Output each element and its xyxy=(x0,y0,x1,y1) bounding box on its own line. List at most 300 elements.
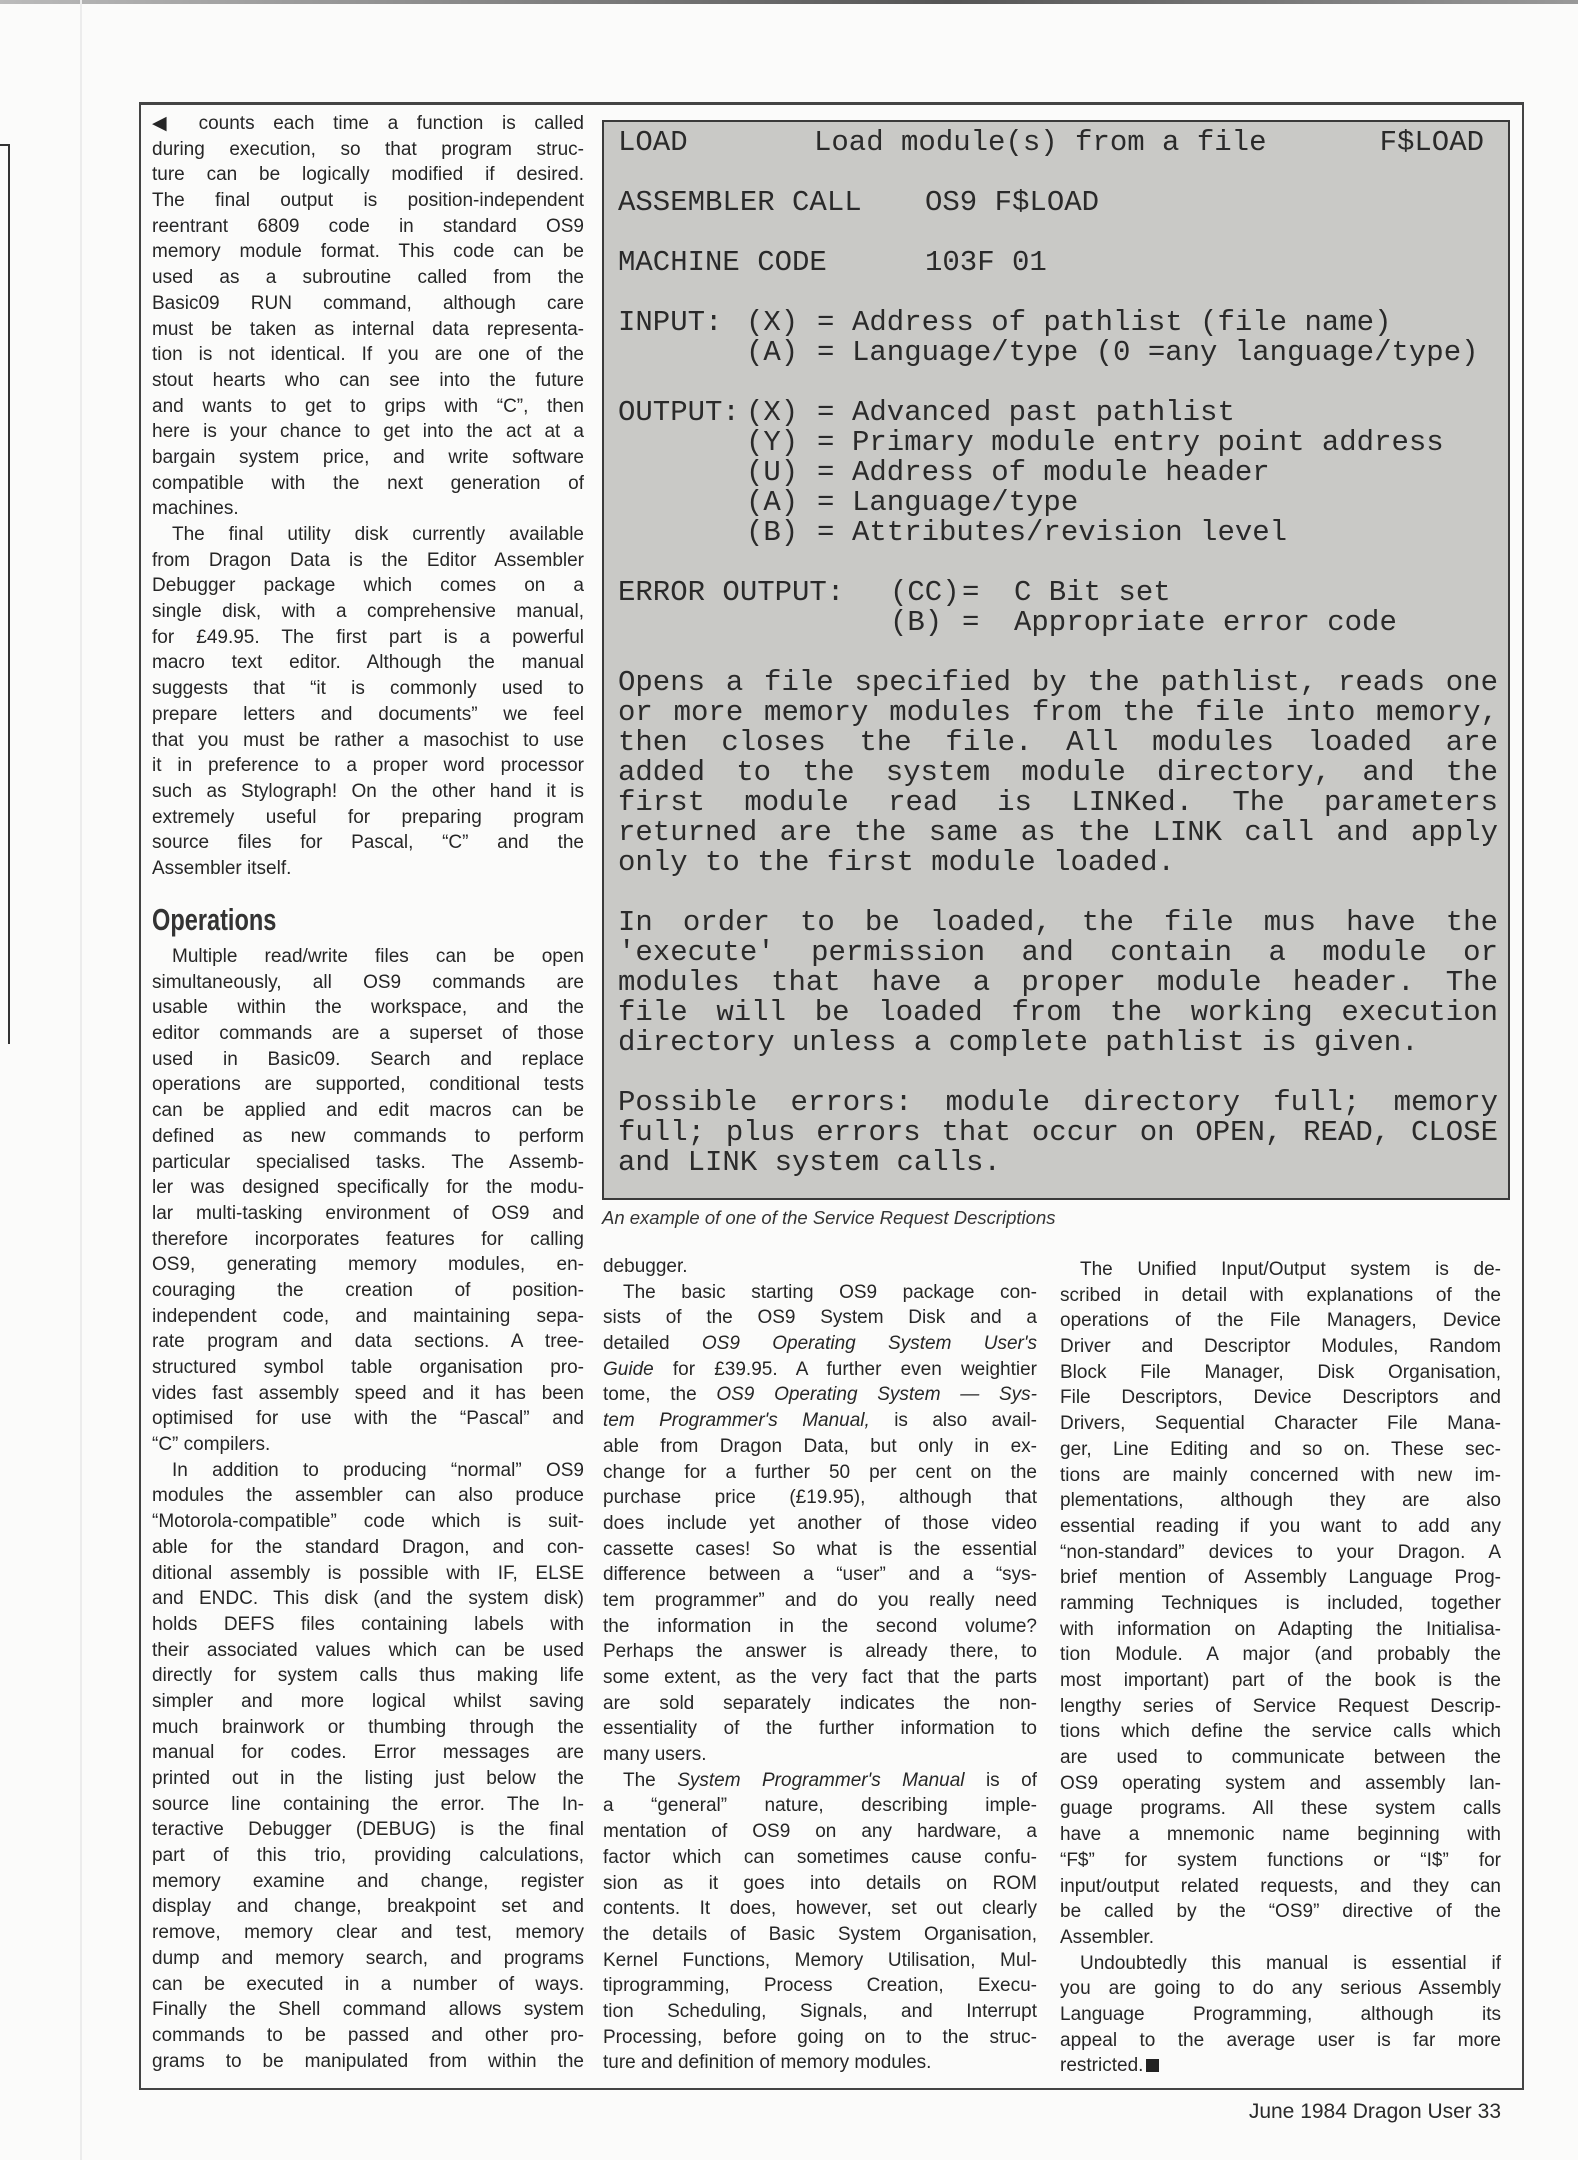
text-segment: does include yet another of those video xyxy=(603,1512,1037,1534)
text-segment: machines. xyxy=(152,498,239,520)
register-description: Appropriate error code xyxy=(1014,606,1397,639)
text-segment: factor which can sometimes cause confu- xyxy=(603,1846,1037,1868)
text-line xyxy=(603,1819,1037,1845)
register-row xyxy=(618,518,1498,548)
text-segment: Block File Manager, Disk Organisation, xyxy=(1060,1361,1501,1383)
text-segment: many users. xyxy=(603,1744,707,1766)
text-segment: extremely useful for preparing program xyxy=(152,806,584,828)
register-name: (X) xyxy=(746,396,799,429)
text-segment: with information on Adapting the Initialisa- xyxy=(1060,1618,1501,1640)
text-segment: defined as new commands to perform xyxy=(152,1125,584,1147)
text-line xyxy=(603,1485,1037,1511)
right-column xyxy=(1060,1257,1501,2079)
text-segment: File Descriptors, Device Descriptors and xyxy=(1060,1387,1501,1409)
register-description: Attributes/revision level xyxy=(852,516,1288,549)
text-segment: tion Scheduling, Signals, and Interrupt xyxy=(603,2000,1037,2022)
register-row xyxy=(618,578,1498,608)
text-segment: directly for system calls thus making life xyxy=(152,1665,584,1687)
text-line xyxy=(152,2049,584,2075)
text-segment: Drivers, Sequential Character File Mana- xyxy=(1060,1413,1501,1435)
text-line xyxy=(603,1665,1037,1691)
text-line xyxy=(152,1227,584,1253)
text-segment: much brainwork or thumbing through the xyxy=(152,1716,584,1738)
text-segment: single disk, with a comprehensive manual, xyxy=(152,601,584,623)
text-segment: mentation of OS9 on any hardware, a xyxy=(603,1821,1037,1843)
text-line xyxy=(152,702,584,728)
text-line xyxy=(152,1972,584,1998)
text-line xyxy=(152,419,584,445)
text-line xyxy=(152,1124,584,1150)
register-row xyxy=(618,398,1498,428)
text-line xyxy=(1060,1514,1501,1540)
text-line xyxy=(1060,1822,1501,1848)
page-footer: June 1984 Dragon User 33 xyxy=(1248,2100,1501,2123)
text-line xyxy=(152,548,584,574)
italic-title: OS9 Operating System User's xyxy=(701,1333,1037,1355)
text-segment: part of this trio, providing calculations, xyxy=(152,1845,584,1867)
text-line xyxy=(152,856,584,882)
text-segment: optimised for use with the “Pascal” and xyxy=(152,1408,584,1430)
text-line xyxy=(603,2025,1037,2051)
text-segment: sion as it goes into details on ROM xyxy=(603,1872,1037,1894)
text-line xyxy=(1060,1540,1501,1566)
italic-title: tem Programmer's Manual, xyxy=(603,1410,870,1432)
text-segment: is also avail- xyxy=(869,1410,1037,1432)
screen-text-line: and LINK system calls. xyxy=(618,1148,1001,1178)
text-line xyxy=(603,1408,1037,1434)
left-column-lower xyxy=(152,944,584,2074)
text-segment: teractive Debugger (DEBUG) is the final xyxy=(152,1819,584,1841)
text-segment: The final utility disk currently available xyxy=(172,524,584,545)
text-segment: for £39.95. A further even weightier xyxy=(653,1358,1037,1380)
text-line xyxy=(1060,1874,1501,1900)
text-segment: The final output is position-independent xyxy=(152,190,584,212)
text-line xyxy=(1060,1925,1501,1951)
text-segment: Processing, before going on to the struc- xyxy=(603,2026,1037,2048)
text-line xyxy=(603,1948,1037,1974)
text-segment: printed out in the listing just below the xyxy=(152,1768,584,1789)
text-line xyxy=(152,728,584,754)
text-segment: source files for Pascal, “C” and the xyxy=(152,832,584,854)
text-line xyxy=(152,394,584,420)
text-line xyxy=(152,1355,584,1381)
register-name: (U) xyxy=(746,456,799,489)
text-segment: holds DEFS files containing labels with xyxy=(152,1613,584,1635)
text-line xyxy=(1060,1488,1501,1514)
screen-text-line: full; plus errors that occur on OPEN, READ, CLOSE xyxy=(618,1118,1498,1148)
text-segment: Multiple read/write files can be open xyxy=(172,946,584,967)
text-line xyxy=(152,1792,584,1818)
italic-title: System Programmer's Manual xyxy=(677,1769,965,1791)
text-line xyxy=(603,1511,1037,1537)
text-line xyxy=(603,1768,1037,1794)
italic-title: OS9 Operating System — Sys- xyxy=(716,1384,1037,1406)
blank-line xyxy=(618,1058,1498,1088)
text-segment: lar multi-tasking environment of OS9 and xyxy=(152,1202,584,1224)
text-segment: ler was designed specifically for the modu- xyxy=(152,1177,584,1199)
text-segment: debugger. xyxy=(603,1256,688,1277)
register-description: C Bit set xyxy=(1014,576,1171,609)
text-segment: Assembler itself. xyxy=(152,857,292,879)
register-row xyxy=(618,608,1498,638)
screen-text-line: file will be loaded from the working execution xyxy=(618,998,1498,1028)
text-segment: input/output related requests, and they can xyxy=(1060,1875,1501,1897)
register-name: (B) xyxy=(746,516,799,549)
text-line xyxy=(1060,1745,1501,1771)
text-line xyxy=(152,1509,584,1535)
screen-text-line: 'execute' permission and contain a module or xyxy=(618,938,1498,968)
text-line xyxy=(603,1614,1037,1640)
text-line xyxy=(603,1460,1037,1486)
text-segment: source line containing the error. The In- xyxy=(152,1793,584,1815)
register-row xyxy=(618,308,1498,338)
text-line xyxy=(152,1535,584,1561)
text-line xyxy=(152,1612,584,1638)
screen-text-line: returned are the same as the LINK call and apply xyxy=(618,818,1498,848)
text-line xyxy=(152,291,584,317)
text-segment: In addition to producing “normal” OS9 xyxy=(172,1459,584,1481)
text-segment: during execution, so that program struc- xyxy=(152,138,584,160)
register-name: (Y) xyxy=(746,426,799,459)
text-segment: “C” compilers. xyxy=(152,1434,271,1456)
text-segment: The basic starting OS9 package con- xyxy=(623,1281,1037,1303)
equals-sign: = xyxy=(817,396,835,429)
text-line xyxy=(152,830,584,856)
text-segment: must be taken as internal data representa- xyxy=(152,318,584,340)
text-segment: are sold separately indicates the non- xyxy=(603,1692,1037,1714)
register-description: Address of pathlist (file name) xyxy=(852,306,1392,339)
text-line xyxy=(152,1150,584,1176)
text-line xyxy=(152,1175,584,1201)
text-segment: dump and memory search, and programs xyxy=(152,1947,584,1969)
equals-sign: = xyxy=(817,516,835,549)
text-line xyxy=(152,1329,584,1355)
text-line xyxy=(1060,1257,1501,1283)
text-segment: tion Module. A major (and probably the xyxy=(1060,1644,1501,1666)
text-line xyxy=(152,676,584,702)
text-line xyxy=(1060,1899,1501,1925)
register-row xyxy=(618,488,1498,518)
text-segment: usable within the workspace, and the xyxy=(152,997,584,1019)
text-segment: change for a further 50 per cent on the xyxy=(603,1461,1037,1483)
text-line xyxy=(152,1406,584,1432)
text-line xyxy=(603,1922,1037,1948)
text-line xyxy=(1060,1385,1501,1411)
text-line xyxy=(152,1920,584,1946)
text-line xyxy=(152,650,584,676)
service-request-screen xyxy=(602,120,1510,1200)
text-segment: are used to communicate between the xyxy=(1060,1747,1501,1769)
text-line xyxy=(152,1381,584,1407)
register-name: (B) xyxy=(890,606,943,639)
screen-text-line: added to the system module directory, and the xyxy=(618,758,1498,788)
text-segment: used as a subroutine called from the xyxy=(152,267,584,289)
screen-text-line: only to the first module loaded. xyxy=(618,848,1175,878)
text-segment: for £49.95. The first part is a powerful xyxy=(152,626,584,648)
text-segment: from Dragon Data is the Editor Assembler xyxy=(152,549,584,571)
text-segment: commands to be passed and other pro- xyxy=(152,2024,584,2046)
screen-text-line: Possible errors: module directory full; memory xyxy=(618,1088,1498,1118)
text-segment: remove, memory clear and test, memory xyxy=(152,1922,584,1944)
assembler-call-label: ASSEMBLER CALL xyxy=(618,186,862,219)
text-segment: OS9, generating memory modules, en- xyxy=(152,1254,584,1276)
text-line xyxy=(1060,2028,1501,2054)
text-line xyxy=(603,1357,1037,1383)
command-mnemonic: F$LOAD xyxy=(1379,126,1484,159)
assembler-call-value: OS9 F$LOAD xyxy=(925,186,1100,219)
text-line xyxy=(152,162,584,188)
equals-sign: = xyxy=(817,306,835,339)
text-line xyxy=(603,1588,1037,1614)
text-segment: “non-standard” devices to your Dragon. A xyxy=(1060,1541,1501,1563)
text-line xyxy=(152,995,584,1021)
text-line xyxy=(1060,1463,1501,1489)
text-line xyxy=(152,1946,584,1972)
text-segment: operations of the File Managers, Device xyxy=(1060,1310,1501,1332)
screen-header-row xyxy=(618,128,1498,158)
text-segment: Undoubtedly this manual is essential if xyxy=(1080,1952,1501,1974)
text-segment: used in Basic09. Search and replace xyxy=(152,1048,584,1070)
text-line xyxy=(603,1331,1037,1357)
text-segment: the information in the second volume? xyxy=(603,1615,1037,1637)
equals-sign: = xyxy=(962,576,980,609)
text-segment: bargain system price, and write software xyxy=(152,446,584,468)
text-segment: contents. It does, however, set out clearly xyxy=(603,1898,1037,1920)
equals-sign: = xyxy=(817,336,835,369)
equals-sign: = xyxy=(817,426,835,459)
text-line xyxy=(152,805,584,831)
text-line xyxy=(1060,2053,1501,2079)
text-segment: reentrant 6809 code in standard OS9 xyxy=(152,215,584,237)
text-segment: most important) part of the book is the xyxy=(1060,1670,1501,1691)
text-line xyxy=(1060,1694,1501,1720)
text-segment: plementations, although they are also xyxy=(1060,1490,1501,1512)
text-line xyxy=(152,445,584,471)
text-line xyxy=(1060,1796,1501,1822)
text-segment: can be applied and edit macros can be xyxy=(152,1100,584,1122)
text-segment: compatible with the next generation of xyxy=(152,472,584,494)
text-line xyxy=(152,1740,584,1766)
register-name: (A) xyxy=(746,486,799,519)
left-column-upper xyxy=(152,111,584,882)
text-line xyxy=(152,368,584,394)
text-segment: tome, the xyxy=(603,1384,717,1406)
output-registers xyxy=(618,398,1498,548)
text-line xyxy=(152,2023,584,2049)
blank-line xyxy=(618,878,1498,908)
text-segment: cassette cases! So what is the essential xyxy=(603,1538,1037,1560)
text-line xyxy=(152,1689,584,1715)
register-group-label: OUTPUT: xyxy=(618,396,740,429)
text-segment: Assembler. xyxy=(1060,1926,1154,1948)
middle-column xyxy=(603,1254,1037,2076)
text-line xyxy=(603,1434,1037,1460)
text-line xyxy=(152,944,584,970)
register-description: Primary module entry point address xyxy=(852,426,1444,459)
text-line xyxy=(603,1871,1037,1897)
text-segment: lengthy series of Service Request Descrip- xyxy=(1060,1695,1501,1717)
text-segment: able from Dragon Data, but only in ex- xyxy=(603,1435,1037,1457)
text-line xyxy=(152,1304,584,1330)
text-line xyxy=(152,599,584,625)
text-line xyxy=(603,2050,1037,2076)
text-segment: tions which define the service calls which xyxy=(1060,1721,1501,1743)
text-segment: Language Programming, although its xyxy=(1060,2003,1501,2025)
text-segment: operations are supported, conditional tests xyxy=(152,1074,584,1096)
text-segment: simultaneously, all OS9 commands are xyxy=(152,971,584,993)
text-segment: memory module format. This code can be xyxy=(152,241,584,263)
text-line xyxy=(152,1638,584,1664)
text-segment: you are going to do any serious Assembly xyxy=(1060,1978,1501,2000)
register-group-label: INPUT: xyxy=(618,306,723,339)
page-fold-shadow xyxy=(80,0,82,2160)
text-segment: The xyxy=(623,1769,678,1791)
text-line xyxy=(1060,1951,1501,1977)
text-segment: tiprogramming, Process Creation, Execu- xyxy=(603,1975,1037,1997)
text-segment: ture can be logically modified if desired. xyxy=(152,164,584,186)
command-description: Load module(s) from a file xyxy=(814,126,1267,159)
text-line xyxy=(1060,1668,1501,1694)
text-line xyxy=(152,1561,584,1587)
text-segment: is of xyxy=(964,1769,1037,1791)
text-segment: have a mnemonic name beginning with xyxy=(1060,1824,1501,1846)
text-segment: essentiality of the further information to xyxy=(603,1718,1037,1740)
text-segment: independent code, and maintaining sepa- xyxy=(152,1305,584,1327)
text-line xyxy=(152,214,584,240)
text-segment: be called by the “OS9” directive of the xyxy=(1060,1901,1501,1923)
text-line xyxy=(152,111,584,137)
text-line xyxy=(603,1382,1037,1408)
register-name: (CC) xyxy=(890,576,960,609)
assembler-call-row xyxy=(618,188,1498,218)
text-line xyxy=(152,1483,584,1509)
end-of-article-icon xyxy=(1146,2059,1159,2072)
text-line xyxy=(603,1896,1037,1922)
text-segment: simpler and more logical whilst saving xyxy=(152,1690,584,1712)
text-line xyxy=(152,1663,584,1689)
text-line xyxy=(152,1817,584,1843)
text-segment: restricted. xyxy=(1060,2055,1144,2077)
text-segment: Debugger package which comes on a xyxy=(152,575,584,597)
text-segment: detailed xyxy=(603,1333,702,1355)
text-segment: editor commands are a superset of those xyxy=(152,1023,584,1045)
text-line xyxy=(152,779,584,805)
text-segment: The Unified Input/Output system is de- xyxy=(1080,1259,1501,1280)
text-segment: essential reading if you want to add any xyxy=(1060,1515,1501,1537)
text-line xyxy=(152,573,584,599)
text-line xyxy=(152,1715,584,1741)
text-segment: structured symbol table organisation pro- xyxy=(152,1357,584,1378)
text-line xyxy=(152,625,584,651)
text-segment: prepare letters and documents” we feel xyxy=(152,703,584,725)
text-line xyxy=(152,1278,584,1304)
text-segment: guage programs. All these system calls xyxy=(1060,1798,1501,1820)
text-segment: can be executed in a number of ways. xyxy=(152,1973,584,1995)
register-description: Advanced past pathlist xyxy=(852,396,1235,429)
register-row xyxy=(618,458,1498,488)
text-segment: sists of the OS9 System Disk and a xyxy=(603,1307,1037,1329)
text-line xyxy=(152,471,584,497)
text-line xyxy=(603,1716,1037,1742)
text-line xyxy=(152,1894,584,1920)
text-line xyxy=(1060,1565,1501,1591)
text-segment: Basic09 RUN command, although care xyxy=(152,292,584,314)
register-name: (X) xyxy=(746,306,799,339)
page-top-edge xyxy=(0,0,1578,4)
machine-code-value: 103F 01 xyxy=(925,246,1047,279)
text-segment: suggests that “it is commonly used to xyxy=(152,678,584,700)
text-line xyxy=(603,1999,1037,2025)
register-row xyxy=(618,338,1498,368)
text-segment: it in preference to a proper word processor xyxy=(152,755,584,777)
text-line xyxy=(1060,1308,1501,1334)
italic-title: Guide xyxy=(603,1358,654,1380)
text-segment: particular specialised tasks. The Assemb- xyxy=(152,1151,584,1173)
register-group-label: ERROR OUTPUT: xyxy=(618,576,845,609)
text-segment: able for the standard Dragon, and con- xyxy=(152,1536,584,1558)
command-name: LOAD xyxy=(618,126,688,159)
text-line xyxy=(152,1098,584,1124)
error-output-registers xyxy=(618,578,1498,638)
screen-text-line: modules that have a proper module header. The xyxy=(618,968,1498,998)
screen-text-line: Opens a file specified by the pathlist, reads one xyxy=(618,668,1498,698)
register-description: Address of module header xyxy=(852,456,1270,489)
text-line xyxy=(152,753,584,779)
text-segment: appeal to the average user is far more xyxy=(1060,2029,1501,2051)
text-line xyxy=(152,1252,584,1278)
text-segment: OS9 operating system and assembly lan- xyxy=(1060,1772,1501,1794)
text-line xyxy=(152,496,584,522)
text-line xyxy=(1060,1591,1501,1617)
text-line xyxy=(152,1458,584,1484)
text-line xyxy=(152,1869,584,1895)
text-line xyxy=(152,970,584,996)
text-line xyxy=(152,1766,584,1792)
text-line xyxy=(1060,1437,1501,1463)
text-line xyxy=(603,1537,1037,1563)
text-segment: and wants to get to grips with “C”, then xyxy=(152,395,584,417)
text-line xyxy=(1060,1976,1501,2002)
register-name: (A) xyxy=(746,336,799,369)
text-line xyxy=(152,188,584,214)
figure-caption: An example of one of the Service Request Descriptions xyxy=(602,1207,1056,1228)
text-segment: Finally the Shell command allows system xyxy=(152,1999,584,2021)
text-segment: ger, Line Editing and so on. These sec- xyxy=(1060,1438,1501,1460)
text-segment: Perhaps the answer is already there, to xyxy=(603,1641,1037,1663)
text-line xyxy=(152,265,584,291)
text-line xyxy=(603,1562,1037,1588)
text-line xyxy=(1060,1283,1501,1309)
machine-code-label: MACHINE CODE xyxy=(618,246,827,279)
text-line xyxy=(1060,1411,1501,1437)
text-segment: couraging the creation of position- xyxy=(152,1279,584,1301)
text-segment: tion is not identical. If you are one of the xyxy=(152,344,584,366)
screen-description xyxy=(618,638,1498,1178)
text-line xyxy=(603,1845,1037,1871)
text-line xyxy=(603,1742,1037,1768)
text-line xyxy=(603,1639,1037,1665)
text-segment: brief mention of Assembly Language Prog- xyxy=(1060,1567,1501,1589)
text-line xyxy=(603,1973,1037,1999)
text-segment: “Motorola-compatible” code which is suit- xyxy=(152,1511,584,1533)
text-segment: display and change, breakpoint set and xyxy=(152,1896,584,1918)
text-segment: rate program and data sections. A tree- xyxy=(152,1331,584,1353)
text-line xyxy=(152,1432,584,1458)
text-line xyxy=(152,522,584,548)
text-segment: ramming Techniques is included, together xyxy=(1060,1592,1501,1614)
text-segment: “F$” for system functions or “I$” for xyxy=(1060,1849,1501,1871)
text-segment: macro text editor. Although the manual xyxy=(152,652,584,674)
